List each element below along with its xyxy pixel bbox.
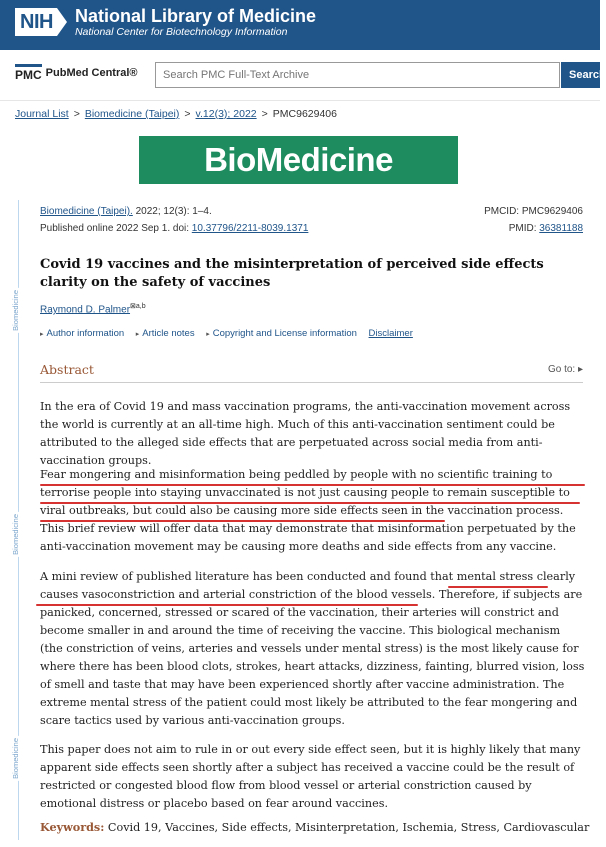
pmid-label: PMID: xyxy=(508,223,540,234)
goto-link[interactable]: Go to: ▸ xyxy=(547,364,583,375)
abstract-paragraph-3: A mini review of published literature has been conducted and found that mental stress clearly causes vasoconstriction and arterial constriction of the blood vessels. Therefore, if subjects are panicked, concerned, stressed or scared of the vaccination, their arteries will constrict and become smaller in and around the time of receiving the vaccine. This biological mechanism (the constriction of veins, arteries and vessels under mental stress) is the most likely cause for where there has been blood clots, strokes, heart attacks, dizziness, fainting, blurred vision, loss of smell and taste that may have been experienced shortly after vaccine administration. The extreme mental stress of the patient could most likely be attributed to the fear mongering and scare tactics used by various anti-vaccination groups. xyxy=(40,570,585,727)
doi-link[interactable]: 10.37796/2211-8039.1371 xyxy=(191,223,309,234)
pmid-line xyxy=(509,223,583,234)
breadcrumb-journal[interactable]: Biomedicine (Taipei) xyxy=(84,108,180,120)
annotation-underline xyxy=(40,484,585,486)
search-button[interactable]: Search xyxy=(561,62,600,88)
nih-logo[interactable] xyxy=(15,6,316,38)
keywords-label: Keywords: xyxy=(40,820,105,834)
pmc-search-bar xyxy=(0,50,606,101)
annotation-underline xyxy=(40,502,580,504)
keywords-line xyxy=(40,820,589,834)
published-text: Published online 2022 Sep 1. doi: xyxy=(40,223,192,234)
pmc-logo-icon: PMC xyxy=(15,64,42,82)
citation-line xyxy=(40,206,212,217)
pmcid: PMCID: PMC9629406 xyxy=(484,206,583,217)
annotation-underline xyxy=(36,604,418,606)
author-affiliation: ⊠a,b xyxy=(130,303,146,310)
annotation-underline xyxy=(448,586,548,588)
pmid-link[interactable]: 36381188 xyxy=(539,223,583,234)
caret-right-icon: ▸ xyxy=(135,331,140,338)
breadcrumb: Journal List > Biomedicine (Taipei) > v.12(3); 2022 > PMC9629406 xyxy=(15,108,337,120)
nih-arrow-icon xyxy=(57,8,67,36)
author-link[interactable]: Raymond D. Palmer xyxy=(40,304,131,316)
breadcrumb-journal-list[interactable]: Journal List xyxy=(15,108,69,120)
abstract-paragraph-1: In the era of Covid 19 and mass vaccination programs, the anti-vaccination movement across the world is currently at an all-time high. Much of this anti-vaccination sentiment could be attributed to the alleged side effects that are perpetuated across social media from anti-vaccination groups. xyxy=(40,400,571,467)
author-line xyxy=(40,302,146,315)
breadcrumb-current: PMC9629406 xyxy=(272,108,337,120)
journal-banner[interactable]: BioMedicine xyxy=(139,136,458,184)
abstract-paragraph-2: Fear mongering and misinformation being peddled by people with no scientific training to terrorise people into staying unvaccinated is not just causing people to remain susceptible to viral outbreaks, but could also be causing more side effects seen in the vaccination process. This brief review will offer data that may demonstrate that misinformation perpetuated by the anti-vaccination movement may be causing more deaths and side effects from any vaccine. xyxy=(40,468,576,553)
org-subtitle: National Center for Biotechnology Information xyxy=(74,25,288,38)
annotation-underline xyxy=(40,520,445,522)
article-title: Covid 19 vaccines and the misinterpretation of perceived side effects clarity on the safety of vaccines xyxy=(40,257,544,290)
article-notes-link[interactable]: ▸ Article notes xyxy=(135,328,195,339)
pmc-logo[interactable] xyxy=(15,64,138,82)
citation-issue: 2022; 12(3): 1–4. xyxy=(132,206,212,217)
search-input[interactable] xyxy=(155,62,560,88)
abstract-heading: Abstract xyxy=(40,362,94,377)
pmc-logo-text: PubMed Central® xyxy=(45,67,138,79)
abstract-paragraph-4: This paper does not aim to rule in or out every side effect seen, but it is highly likely that many apparent side effects seen shortly after a subject has received a vaccine could be the result of restricted or congested blood flow from blood vessel or arterial constriction caused by emotional distress or placebo based on fear around vaccines. xyxy=(40,743,581,810)
published-line xyxy=(40,223,308,234)
caret-right-icon: ▸ xyxy=(206,331,210,338)
article-links xyxy=(40,328,413,339)
side-label: Biomedicine xyxy=(11,514,20,555)
disclaimer-link[interactable]: Disclaimer xyxy=(368,328,413,339)
divider xyxy=(40,382,583,383)
caret-right-icon: ▸ xyxy=(40,331,44,338)
author-information-link[interactable]: ▸ Author information xyxy=(40,328,125,339)
citation-journal-link[interactable]: Biomedicine (Taipei). xyxy=(40,206,133,217)
nih-header xyxy=(0,0,600,50)
nih-badge: NIH xyxy=(15,8,57,36)
breadcrumb-issue[interactable]: v.12(3); 2022 xyxy=(195,108,257,120)
side-label: Biomedicine xyxy=(11,290,20,331)
copyright-link[interactable]: ▸ Copyright and License information xyxy=(206,328,357,339)
org-title: National Library of Medicine xyxy=(74,5,316,26)
keywords-list: Covid 19, Vaccines, Side effects, Misinterpretation, Ischemia, Stress, Cardiovascular xyxy=(104,821,590,834)
side-label: Biomedicine xyxy=(11,738,20,779)
